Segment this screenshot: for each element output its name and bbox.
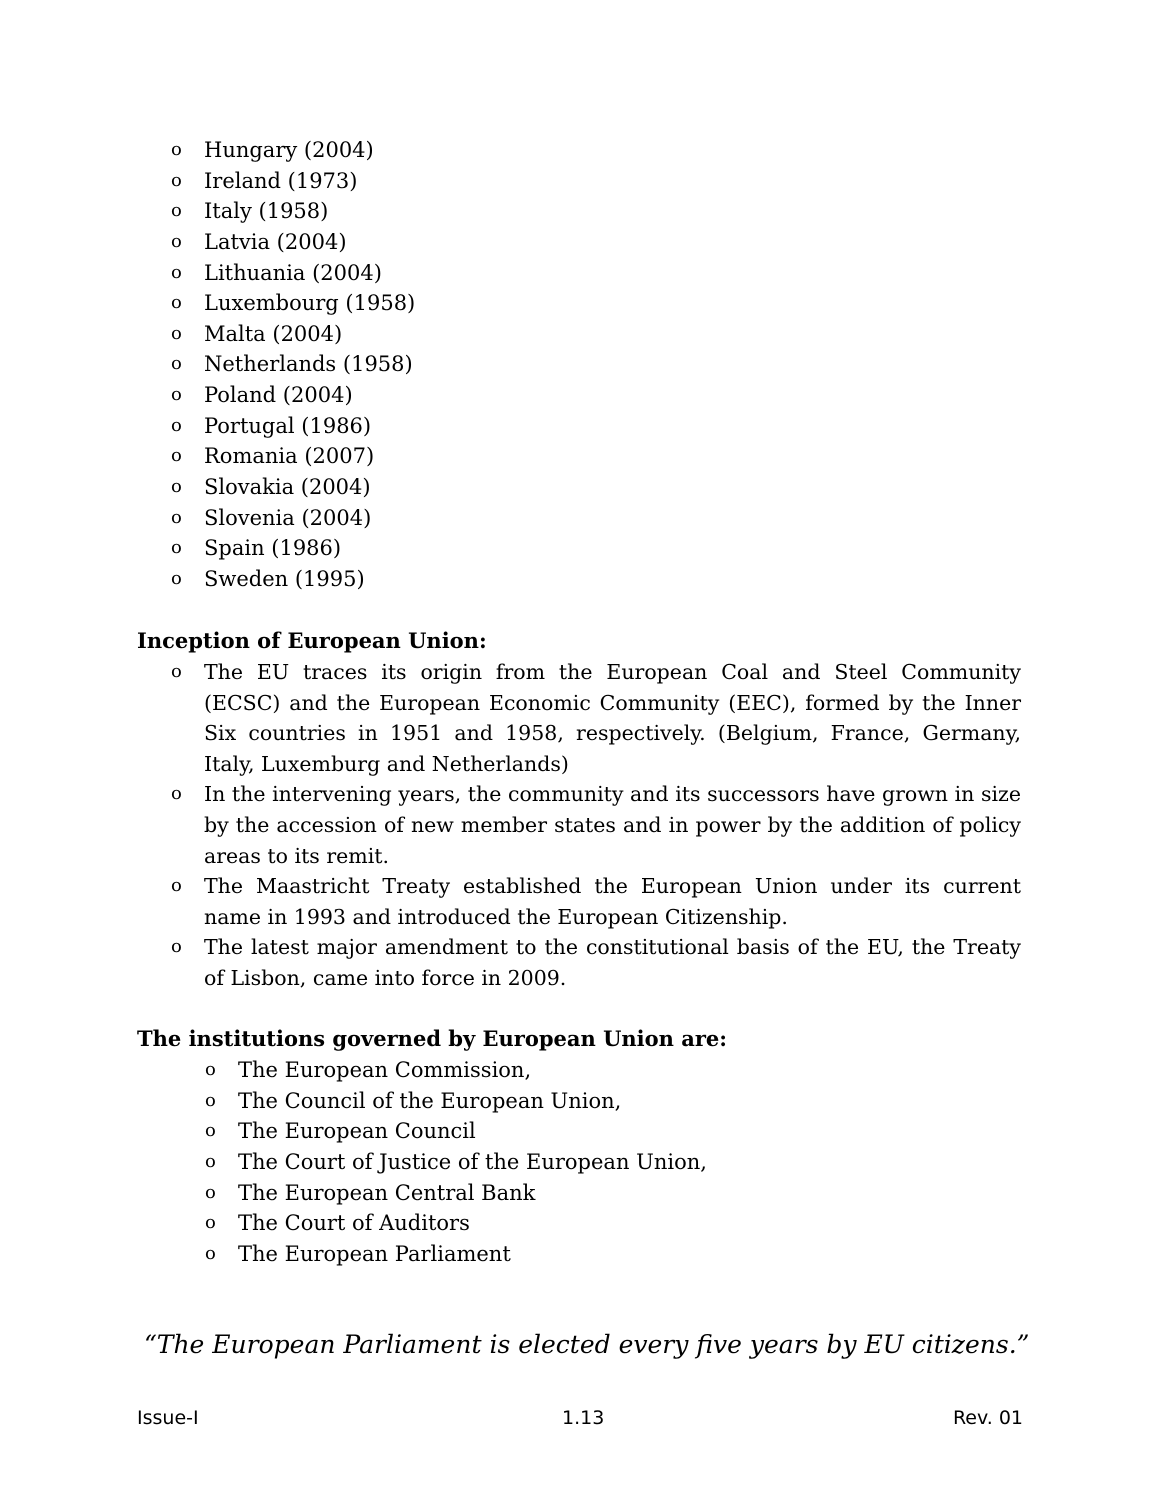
bullet-icon: o: [171, 506, 182, 528]
list-item: [0, 871, 1160, 932]
inception-points-list: [0, 657, 1160, 994]
bullet-icon: o: [171, 476, 182, 498]
pull-quote: “The European Parliament is elected every five years by EU citizens.”: [144, 1330, 1030, 1359]
bullet-icon: o: [171, 292, 182, 314]
bullet-icon: o: [205, 1120, 216, 1142]
bullet-icon: o: [171, 230, 182, 252]
bullet-icon: o: [171, 261, 182, 283]
bullet-icon: o: [205, 1181, 216, 1203]
bullet-icon: o: [171, 414, 182, 436]
bullet-icon: o: [205, 1059, 216, 1080]
paragraph: The Maastricht Treaty established the European Union under its current name in 1993 and introduced the European Citizenship.: [204, 874, 1021, 929]
bullet-icon: o: [171, 322, 182, 344]
list-item: [0, 657, 1160, 779]
paragraph: The latest major amendment to the constitutional basis of the EU, the Treaty of Lisbon, came into force in 2009.: [204, 935, 1021, 990]
paragraph: In the intervening years, the community and its successors have grown in size by the accession of new member states and in power by the addition of policy areas to its remit.: [204, 782, 1021, 868]
bullet-icon: o: [171, 353, 182, 375]
bullet-icon: o: [205, 1150, 216, 1172]
bullet-icon: o: [171, 445, 182, 467]
bullet-icon: o: [171, 139, 182, 160]
footer-revision: Rev. 01: [952, 1407, 1023, 1429]
footer-page-number: 1.13: [562, 1407, 605, 1429]
bullet-icon: o: [171, 200, 182, 222]
list-item: [0, 779, 1160, 871]
document-page: o Hungary (2004) o Ireland (1973) o Italy (1958) o Latvia (2004) o Lithuania (2004) o Luxembourg (1958) o Malta (2004) o Netherlands (1958) o Poland (2004) o Portugal (1986) o Romania (2007) o Slovakia (2004) o Slovenia (2004) o Spain (1986) o Sweden (1995) Inception of European Union: o The EU traces its origin from the European Coal and Steel Community (ECSC) and the European Economic Community (EEC), formed by the Inner Six countries in 1951 and 1958, respectively. (Belgium, France, Germany, Italy, Luxemburg and Netherlands) o In the intervening years, the community and its successors have grown in size by the accession of new member states and in power by the addition of policy areas to its remit. o The Maastricht Treaty established the European Union under its current name in 1993 and introduced the European Citizenship. o The latest major amendment to the constitutional basis of the EU, the Treaty of Lisbon, came into force in 2009. The institutions governed by European Union are: o The European Commission, o The Council of the European Union, o The European Council o The Court of Justice of the European Union, o The European Central Bank o The Court of Auditors o The European Parliament “The European Parliament is elected every five years by EU citizens.” Issue-I 1.13 Rev. 01: [0, 0, 1160, 1500]
list-item: [0, 932, 1160, 993]
bullet-icon: o: [205, 1212, 216, 1234]
bullet-icon: o: [171, 936, 182, 958]
bullet-icon: o: [171, 875, 182, 897]
footer-issue: Issue-I: [137, 1407, 199, 1429]
bullet-icon: o: [171, 783, 182, 805]
bullet-icon: o: [205, 1242, 216, 1264]
institutions-heading: The institutions governed by European Union are:: [137, 1026, 728, 1051]
bullet-icon: o: [171, 537, 182, 559]
bullet-icon: o: [171, 384, 182, 406]
paragraph: The EU traces its origin from the European Coal and Steel Community (ECSC) and the European Economic Community (EEC), formed by the Inner Six countries in 1951 and 1958, respectively. (Belgium, France, Germany, Italy, Luxemburg and Netherlands): [204, 660, 1021, 776]
bullet-icon: o: [171, 661, 182, 682]
inception-heading: Inception of European Union:: [137, 628, 487, 653]
bullet-icon: o: [171, 169, 182, 191]
bullet-icon: o: [171, 567, 182, 589]
bullet-icon: o: [205, 1089, 216, 1111]
